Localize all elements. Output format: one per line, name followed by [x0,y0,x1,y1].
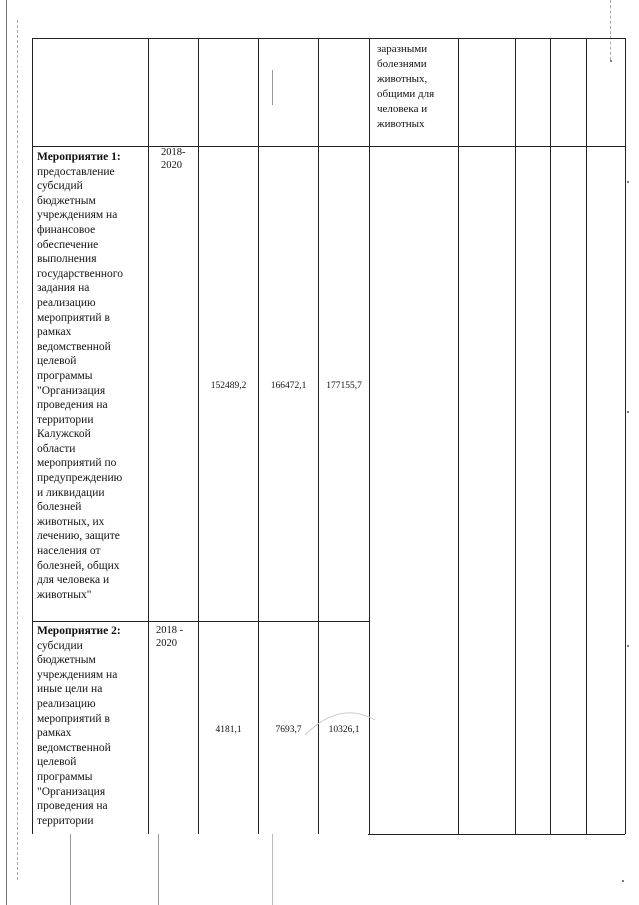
scan-binding-mark [17,20,18,880]
activity-2-value-2019: 7693,7 [275,725,302,735]
scan-right-mark [610,0,611,60]
activity-1-period: 2018- 2020 [161,147,186,171]
scan-speck [627,411,629,413]
scan-speck [627,181,629,183]
activity-1-description: Мероприятие 1: предоставление субсидий бюджетным учреждениям на финансовое обеспечение выполнения государственного задания на реализацию мероприятий в рамках ведомственной целевой программы "Организация проведения на территории Калужской области мероприятий по предупреждению и ликвидации болезней животных, их лечению, защите населения от болезней, общих для человека и животных" [37,150,147,602]
activity-1-value-2020: 177155,7 [326,381,362,391]
scan-speck [610,60,612,62]
scan-speck [622,880,624,882]
activity-1-title: Мероприятие 1: [37,151,121,163]
activity-2-value-2020: 10326,1 [328,725,360,735]
activity-2-description: Мероприятие 2: субсидии бюджетным учреждениям на иные цели на реализацию мероприятий в рамках ведомственной целевой программы "Организация проведения на территории [37,624,147,828]
activity-2-title: Мероприятие 2: [37,625,121,637]
activity-2-period: 2018 - 2020 [156,625,184,649]
scan-left-edge [6,0,7,905]
stamp-arc-artifact [300,700,380,740]
activity-1-value-2019: 166472,1 [270,381,307,391]
activity-2-value-2018: 4181,1 [215,725,242,735]
activity-1-value-2018: 152489,2 [210,381,247,391]
goal-text-cell: заразными болезнями животных, общими для человека и животных [377,43,435,130]
scan-speck [627,645,629,647]
